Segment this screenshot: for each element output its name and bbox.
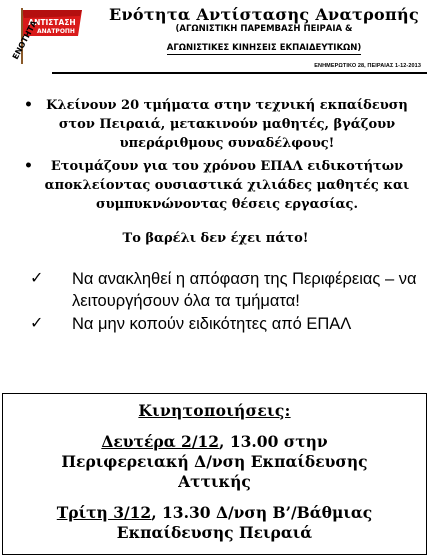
list-item bbox=[24, 157, 416, 214]
event-1 bbox=[3, 432, 426, 492]
logo-text-side: ΕΝΟΤΗΤΑ bbox=[10, 18, 39, 61]
organization-logo bbox=[8, 6, 84, 66]
event-2 bbox=[3, 503, 426, 543]
event-1-time: , 13.00 στην bbox=[219, 432, 328, 451]
bullet-icon: • bbox=[24, 97, 33, 113]
event-2-time: , 13.30 Δ/νση Β’/Βάθμιας bbox=[151, 503, 373, 522]
header-subtitle-1: (ΑΓΩΝΙΣΤΙΚΗ ΠΑΡΕΜΒΑΣΗ ΠΕΙΡΑΙΑ & bbox=[175, 24, 353, 34]
mobilizations-box bbox=[2, 393, 427, 555]
page-title: Ενότητα Αντίστασης Ανατροπής bbox=[108, 5, 420, 24]
tagline: Το βαρέλι δεν έχει πάτο! bbox=[122, 231, 309, 246]
logo-text-top: ΑΝΤΙΣΤΑΣΗ bbox=[28, 18, 76, 27]
event-2-date: Τρίτη 3/12 bbox=[56, 503, 152, 522]
mobilizations-title: Κινητοποιήσεις: bbox=[138, 401, 291, 420]
flag-logo-icon bbox=[8, 6, 84, 66]
list-item-text: Κλείνουν 20 τμήματα στην τεχνική εκπαίδευση στον Πειραιά, μετακινούν μαθητές, βγάζουν υπεράριθμους συναδέλφους! bbox=[46, 98, 408, 151]
demand-text: Να μην κοπούν ειδικότητες από ΕΠΑΛ bbox=[72, 315, 352, 333]
event-2-location: Εκπαίδευσης Πειραιά bbox=[116, 523, 313, 542]
event-1-location-2: Αττικής bbox=[178, 472, 251, 491]
header-divider bbox=[52, 72, 427, 74]
checkmark-icon: ✓ bbox=[30, 315, 44, 332]
event-1-date: Δευτέρα 2/12 bbox=[101, 432, 220, 451]
demand-text: Να ανακληθεί η απόφαση της Περιφέρειας – να λειτουργήσουν όλα τα τμήματα! bbox=[72, 270, 417, 310]
logo-text-bottom: ΑΝΑΤΡΟΠΗ bbox=[37, 28, 75, 35]
issues-list bbox=[24, 96, 416, 218]
bulletin-meta: ΕΝΗΜΕΡΩΤΙΚΟ 28, ΠΕΙΡΑΙΑΣ 1-12-2013 bbox=[314, 63, 421, 69]
header-subtitle-2: ΑΓΩΝΙΣΤΙΚΕΣ ΚΙΝΗΣΕΙΣ ΕΚΠΑΙΔΕΥΤΙΚΩΝ) bbox=[166, 43, 362, 53]
bullet-icon: • bbox=[24, 158, 33, 174]
demands-list bbox=[30, 268, 426, 335]
checkmark-icon: ✓ bbox=[30, 270, 44, 287]
list-item bbox=[30, 268, 426, 312]
list-item-text: Ετοιμάζουν για του χρόνου ΕΠΑΛ ειδικοτήτων αποκλείοντας ουσιαστικά χιλιάδες μαθητές και συμπυκνώνοντας θέσεις εργασίας. bbox=[44, 159, 410, 212]
header bbox=[108, 6, 420, 55]
list-item bbox=[30, 313, 426, 335]
event-1-location: Περιφερειακή Δ/νση Εκπαίδευσης bbox=[61, 452, 368, 471]
list-item bbox=[24, 96, 416, 153]
